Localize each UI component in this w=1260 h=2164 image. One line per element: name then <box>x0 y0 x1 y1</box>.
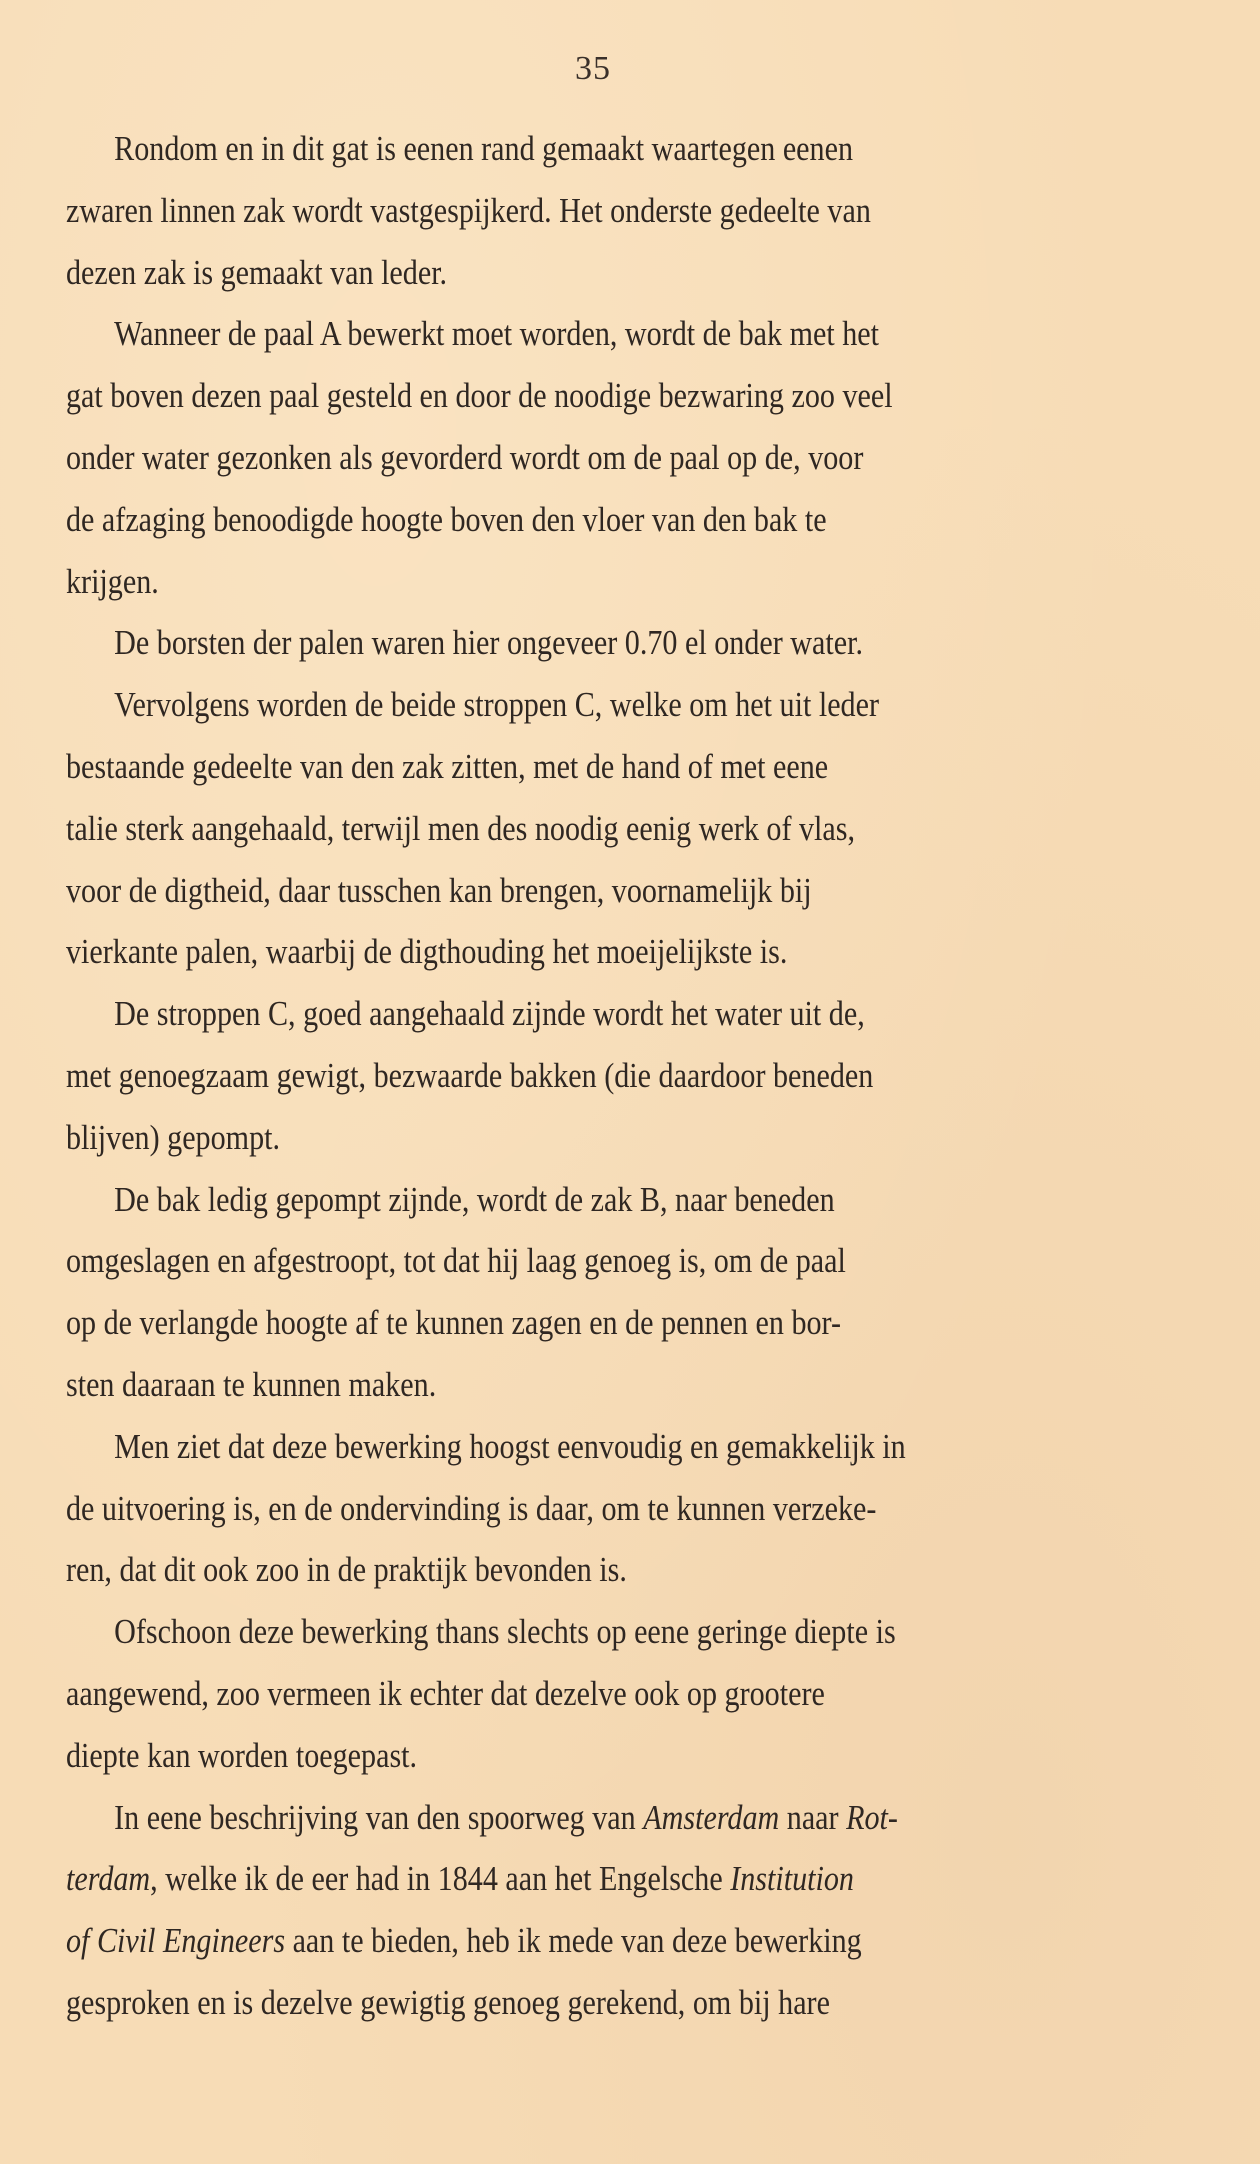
body-text <box>66 118 1106 2034</box>
text-line: voor de digtheid, daar tusschen kan brengen, voornamelijk bij <box>66 870 812 910</box>
page-number: 35 <box>575 50 611 87</box>
text-line: onder water gezonken als gevorderd wordt om de paal op de, voor <box>66 437 864 477</box>
text-line: sten daaraan te kunnen maken. <box>66 1364 437 1404</box>
text-line: omgeslagen en afgestroopt, tot dat hij laag genoeg is, om de paal <box>66 1241 846 1281</box>
text-line: de afzaging benoodigde hoogte boven den vloer van den bak te <box>66 499 827 539</box>
text-line: of Civil Engineers aan te bieden, heb ik mede van deze bewerking <box>66 1921 862 1961</box>
text-line: diepte kan worden toegepast. <box>66 1735 418 1775</box>
text-line: aangewend, zoo vermeen ik echter dat dezelve ook op grootere <box>66 1673 825 1713</box>
text-line: Ofschoon deze bewerking thans slechts op eene geringe diepte is <box>114 1612 896 1652</box>
text-line: Vervolgens worden de beide stroppen C, welke om het uit leder <box>114 685 879 725</box>
text-line: blijven) gepompt. <box>66 1117 281 1157</box>
text-line: talie sterk aangehaald, terwijl men des noodig eenig werk of vlas, <box>66 808 856 848</box>
text-line: vierkante palen, waarbij de digthouding het moeijelijkste is. <box>66 932 788 972</box>
text-line: In eene beschrijving van den spoorweg van Amsterdam naar Rot- <box>114 1797 898 1837</box>
text-line: De stroppen C, goed aangehaald zijnde wordt het water uit de, <box>114 994 865 1034</box>
text-line: gat boven dezen paal gesteld en door de noodige bezwaring zoo veel <box>66 376 893 416</box>
text-line: Men ziet dat deze bewerking hoogst eenvoudig en gemakkelijk in <box>114 1426 906 1466</box>
text-line: dezen zak is gemaakt van leder. <box>66 252 448 292</box>
text-line: de uitvoering is, en de ondervinding is daar, om te kunnen verzeke- <box>66 1488 877 1528</box>
text-line: ren, dat dit ook zoo in de praktijk bevonden is. <box>66 1550 627 1590</box>
text-line: De borsten der palen waren hier ongeveer 0.70 el onder water. <box>114 623 864 663</box>
text-line: De bak ledig gepompt zijnde, wordt de zak B, naar beneden <box>114 1179 835 1219</box>
text-line: gesproken en is dezelve gewigtig genoeg gerekend, om bij hare <box>66 1982 830 2022</box>
text-line: Wanneer de paal A bewerkt moet worden, wordt de bak met het <box>114 314 880 354</box>
text-line: op de verlangde hoogte af te kunnen zagen en de pennen en bor- <box>66 1303 841 1343</box>
text-line: met genoegzaam gewigt, bezwaarde bakken (die daardoor beneden <box>66 1055 874 1095</box>
text-line: bestaande gedeelte van den zak zitten, met de hand of met eene <box>66 746 829 786</box>
text-line: zwaren linnen zak wordt vastgespijkerd. Het onderste gedeelte van <box>66 190 871 230</box>
text-line: terdam, welke ik de eer had in 1844 aan het Engelsche Institution <box>66 1859 854 1899</box>
text-line: Rondom en in dit gat is eenen rand gemaakt waartegen eenen <box>114 129 854 168</box>
text-line: krijgen. <box>66 561 159 601</box>
